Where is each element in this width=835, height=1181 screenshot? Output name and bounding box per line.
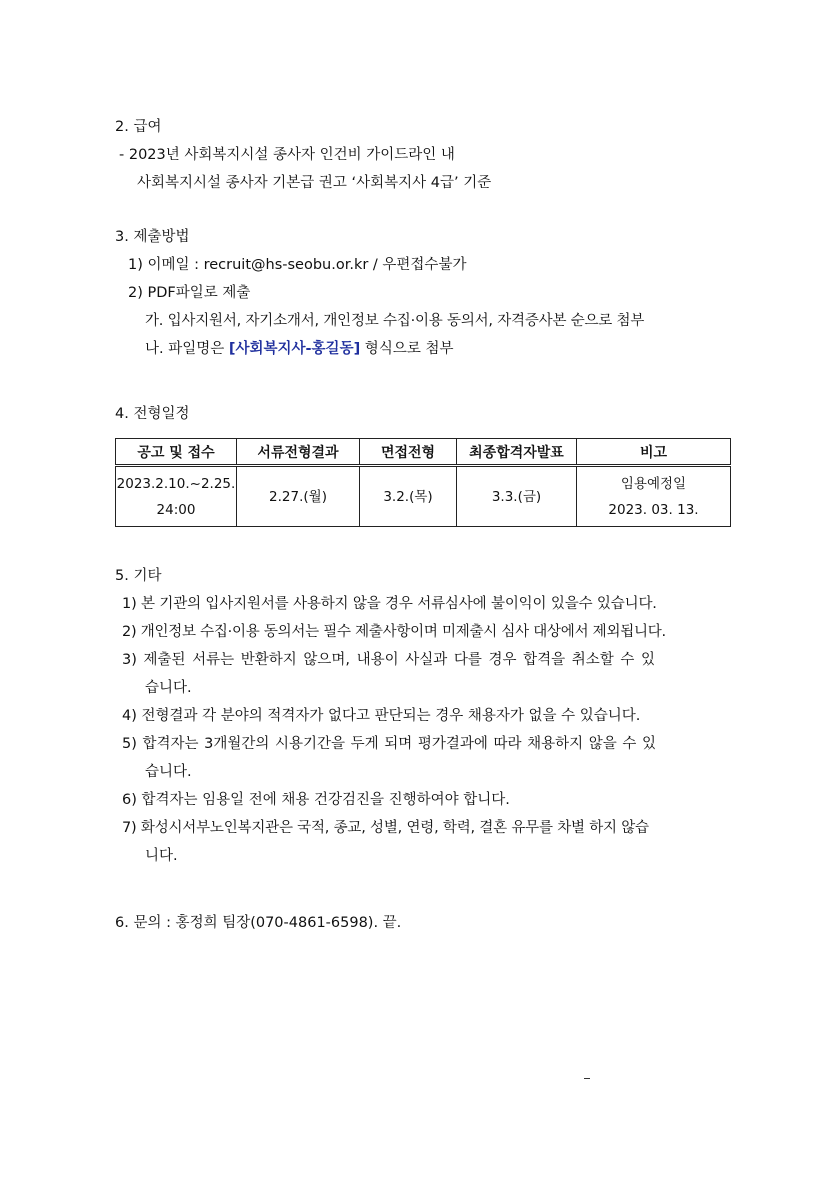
filename-format-highlight: [사회복지사-홍길동] (228, 341, 361, 357)
period-dates: 2023.2.10.~2.25. (116, 475, 236, 492)
section-3-heading: 3. 제출방법 (115, 229, 190, 245)
section-3-item-1: 1) 이메일 : recruit@hs-seobu.or.kr / 우편접수불가 (128, 257, 467, 273)
section-3-sub-a: 가. 입사지원서, 자기소개서, 개인정보 수집·이용 동의서, 자격증사본 순으로 첨부 (145, 313, 645, 329)
header-announcement: 공고 및 접수 (116, 439, 237, 466)
section-5-line-6: 6) 합격자는 임용일 전에 채용 건강검진을 진행하여야 합니다. (122, 792, 510, 808)
cell-final-announcement: 3.3.(금) (457, 466, 577, 527)
section-5-heading: 5. 기타 (115, 568, 162, 584)
schedule-header-row (116, 439, 731, 466)
section-5-line-2: 2) 개인정보 수집·이용 동의서는 필수 제출사항이며 미제출시 심사 대상에서 제외됩니다. (122, 624, 666, 640)
header-final-announcement: 최종합격자발표 (457, 439, 577, 466)
header-interview: 면접전형 (360, 439, 457, 466)
section-3-sub-b (145, 339, 453, 359)
section-5-line-1: 1) 본 기관의 입사지원서를 사용하지 않을 경우 서류심사에 불이익이 있을수 있습니다. (122, 596, 657, 612)
remarks-label: 임용예정일 (620, 475, 687, 492)
schedule-row (116, 466, 731, 527)
section-2-heading: 2. 급여 (115, 119, 162, 135)
cell-announcement-period (116, 466, 237, 527)
cell-interview: 3.2.(목) (360, 466, 457, 527)
section-5-line-7-cont: 니다. (145, 848, 178, 864)
section-2-line-2: 사회복지시설 종사자 기본급 권고 ‘사회복지사 4급’ 기준 (137, 175, 492, 191)
section-2-line-1: - 2023년 사회복지시설 종사자 인건비 가이드라인 내 (119, 147, 455, 163)
section-5-line-5-cont: 습니다. (145, 764, 192, 780)
cell-remarks (577, 466, 731, 527)
schedule-table (115, 438, 731, 527)
section-4-heading: 4. 전형일정 (115, 406, 190, 422)
section-6-inquiry: 6. 문의 : 홍정희 팀장(070-4861-6598). 끝. (115, 915, 402, 931)
header-document-result: 서류전형결과 (237, 439, 360, 466)
section-5-line-7: 7) 화성시서부노인복지관은 국적, 종교, 성별, 연령, 학력, 결혼 유무를 차별 하지 않습 (122, 820, 649, 836)
remarks-date: 2023. 03. 13. (608, 501, 699, 518)
section-5-line-4: 4) 전형결과 각 분야의 적격자가 없다고 판단되는 경우 채용자가 없을 수 있습니다. (122, 708, 641, 724)
cell-document-result: 2.27.(월) (237, 466, 360, 527)
period-deadline-time: 24:00 (156, 501, 196, 518)
sub-b-suffix: 형식으로 첨부 (360, 341, 454, 357)
header-remarks: 비고 (577, 439, 731, 466)
section-3-item-2: 2) PDF파일로 제출 (128, 285, 251, 301)
footer-dash (584, 1078, 590, 1079)
sub-b-prefix: 나. 파일명은 (145, 341, 229, 357)
section-5-line-3-cont: 습니다. (145, 680, 192, 696)
section-5-line-5: 5) 합격자는 3개월간의 시용기간을 두게 되며 평가결과에 따라 채용하지 않을 수 있 (122, 736, 657, 752)
section-5-line-3: 3) 제출된 서류는 반환하지 않으며, 내용이 사실과 다를 경우 합격을 취소할 수 있 (122, 652, 656, 668)
